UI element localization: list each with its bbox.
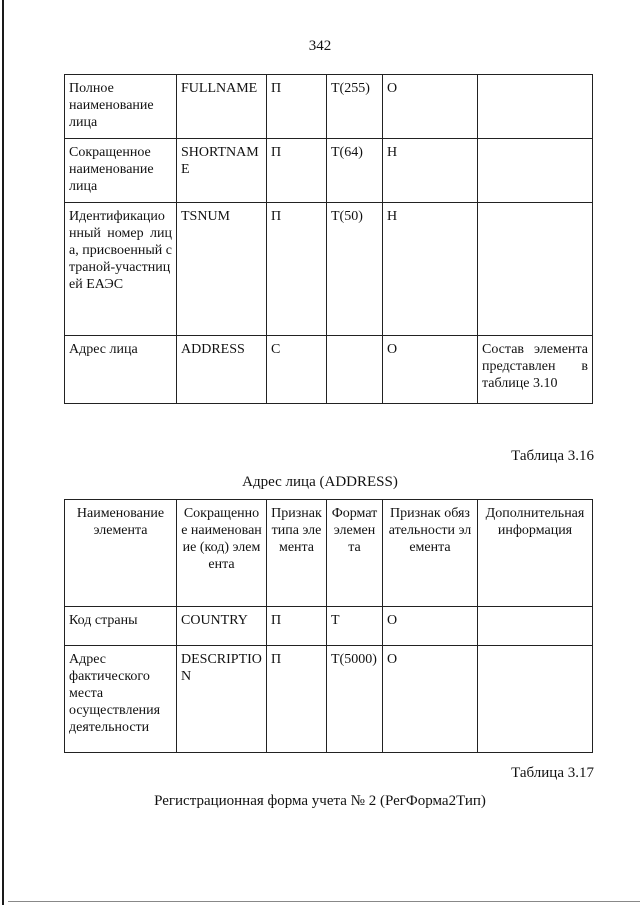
element-format: T [327,607,383,646]
element-mandatory: О [383,75,478,139]
table-row [65,139,593,203]
table-row [65,203,593,336]
attributes-table-continued [64,74,593,404]
table-row [65,75,593,139]
header-info: Дополнительная информация [478,500,593,607]
element-format: T(255) [327,75,383,139]
header-format: Формат элемента [327,500,383,607]
element-format: T(50) [327,203,383,336]
table-row [65,646,593,753]
element-info [478,607,593,646]
element-mandatory: Н [383,139,478,203]
element-code: COUNTRY [177,607,267,646]
element-info [478,203,593,336]
element-code: ADDRESS [177,336,267,404]
element-name: Полное наименование лица [65,75,177,139]
table-3-16-title: Адрес лица (ADDRESS) [242,474,398,490]
element-type: П [267,75,327,139]
element-mandatory: О [383,336,478,404]
element-type: С [267,336,327,404]
element-mandatory: Н [383,203,478,336]
address-table [64,499,593,753]
element-mandatory: О [383,646,478,753]
element-name: Адрес лица [65,336,177,404]
table-3-17-title: Регистрационная форма учета № 2 (РегФорма2Тип) [154,793,486,809]
element-info [478,75,593,139]
element-info: Состав элемента представлен в таблице 3.10 [478,336,593,404]
page-number: 342 [308,38,332,54]
element-info [478,139,593,203]
table-3-16-label: Таблица 3.16 [511,448,594,464]
page-frame-bottom [8,901,640,902]
element-type: П [267,646,327,753]
element-code: DESCRIPTION [177,646,267,753]
table-row [65,336,593,404]
element-format [327,336,383,404]
element-name: Адрес фактического места осуществления деятельности [65,646,177,753]
element-mandatory: О [383,607,478,646]
element-info [478,646,593,753]
header-type: Признак типа элемента [267,500,327,607]
header-code: Сокращенное наименование (код) элемента [177,500,267,607]
table-header-row [65,500,593,607]
element-code: FULLNAME [177,75,267,139]
header-name: Наименование элемента [65,500,177,607]
header-mandatory: Признак обязательности элемента [383,500,478,607]
table-row [65,607,593,646]
page-frame-left [2,0,4,905]
element-format: T(5000) [327,646,383,753]
element-type: П [267,607,327,646]
element-format: T(64) [327,139,383,203]
element-name: Идентификационный номер лица, присвоенный страной-участницей ЕАЭС [65,203,177,336]
element-type: П [267,203,327,336]
element-code: SHORTNAME [177,139,267,203]
element-type: П [267,139,327,203]
element-name: Код страны [65,607,177,646]
element-code: TSNUM [177,203,267,336]
table-3-17-label: Таблица 3.17 [511,765,594,781]
element-name: Сокращенное наименование лица [65,139,177,203]
